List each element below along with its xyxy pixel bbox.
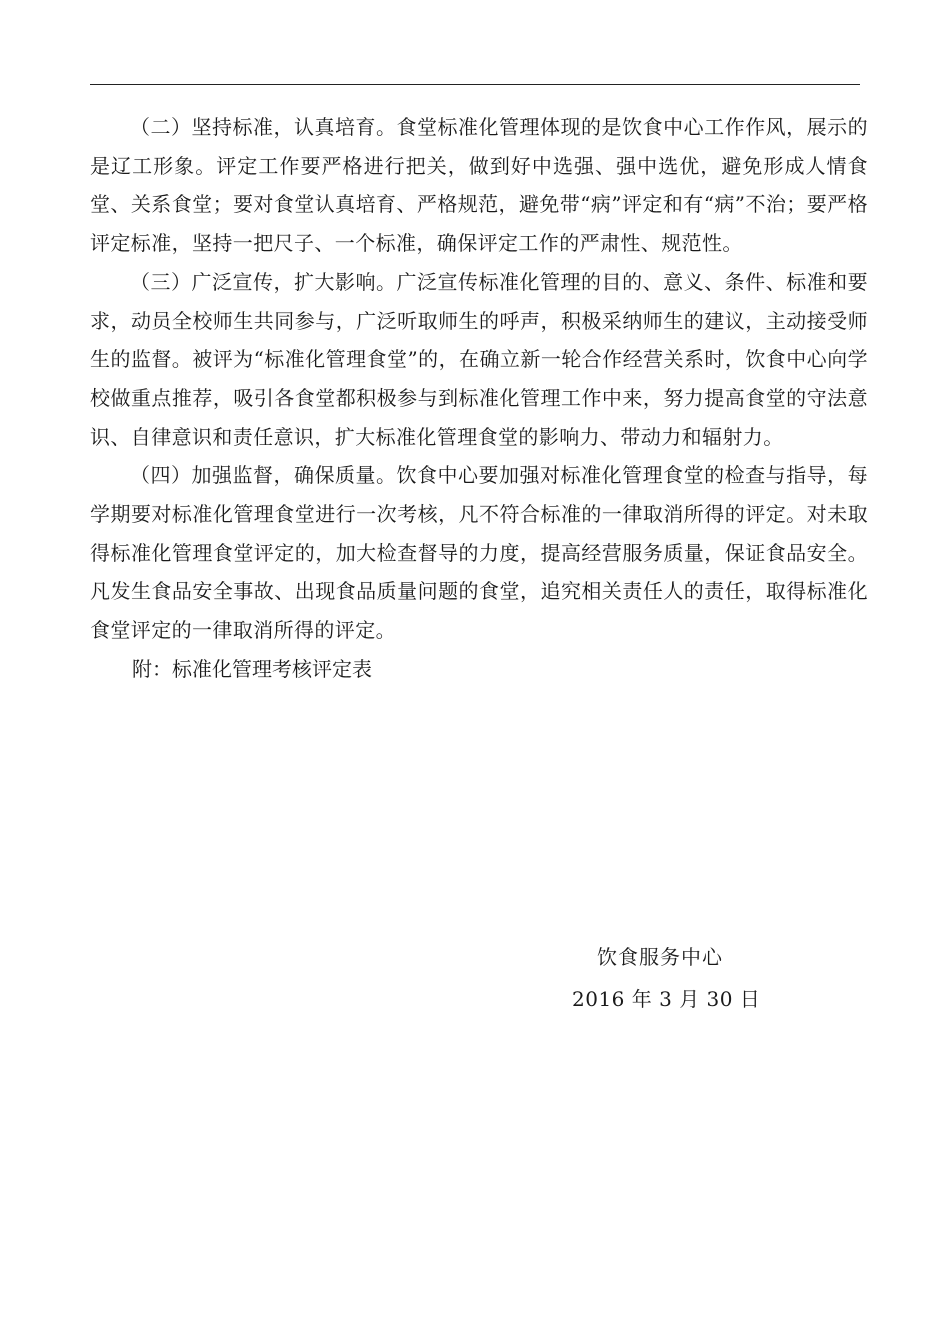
document-body [90, 108, 868, 689]
paragraph-standards: （二）坚持标准，认真培育。食堂标准化管理体现的是饮食中心工作作风，展示的是辽工形象。评定工作要严格进行把关，做到好中选强、强中选优，避免形成人情食堂、关系食堂；要对食堂认真培育、严格规范，避免带“病”评定和有“病”不治；要严格评定标准，坚持一把尺子、一个标准，确保评定工作的严肃性、规范性。 [90, 115, 868, 256]
header-rule [90, 84, 860, 85]
signature-date: 2016 年 3 月 30 日 [572, 987, 761, 1011]
attachment-note: 附：标准化管理考核评定表 [132, 656, 372, 681]
paragraph-supervision: （四）加强监督，确保质量。饮食中心要加强对标准化管理食堂的检查与指导，每学期要对标准化管理食堂进行一次考核，凡不符合标准的一律取消所得的评定。对未取得标准化管理食堂评定的，加大检查督导的力度，提高经营服务质量，保证食品安全。凡发生食品安全事故、出现食品质量问题的食堂，追究相关责任人的责任，取得标准化食堂评定的一律取消所得的评定。 [90, 463, 868, 643]
paragraph-publicity: （三）广泛宣传，扩大影响。广泛宣传标准化管理的目的、意义、条件、标准和要求，动员全校师生共同参与，广泛听取师生的呼声，积极采纳师生的建议，主动接受师生的监督。被评为“标准化管理食堂”的，在确立新一轮合作经营关系时，饮食中心向学校做重点推荐，吸引各食堂都积极参与到标准化管理工作中来，努力提高食堂的守法意识、自律意识和责任意识，扩大标准化管理食堂的影响力、带动力和辐射力。 [90, 269, 868, 449]
signature-organization: 饮食服务中心 [597, 945, 723, 969]
